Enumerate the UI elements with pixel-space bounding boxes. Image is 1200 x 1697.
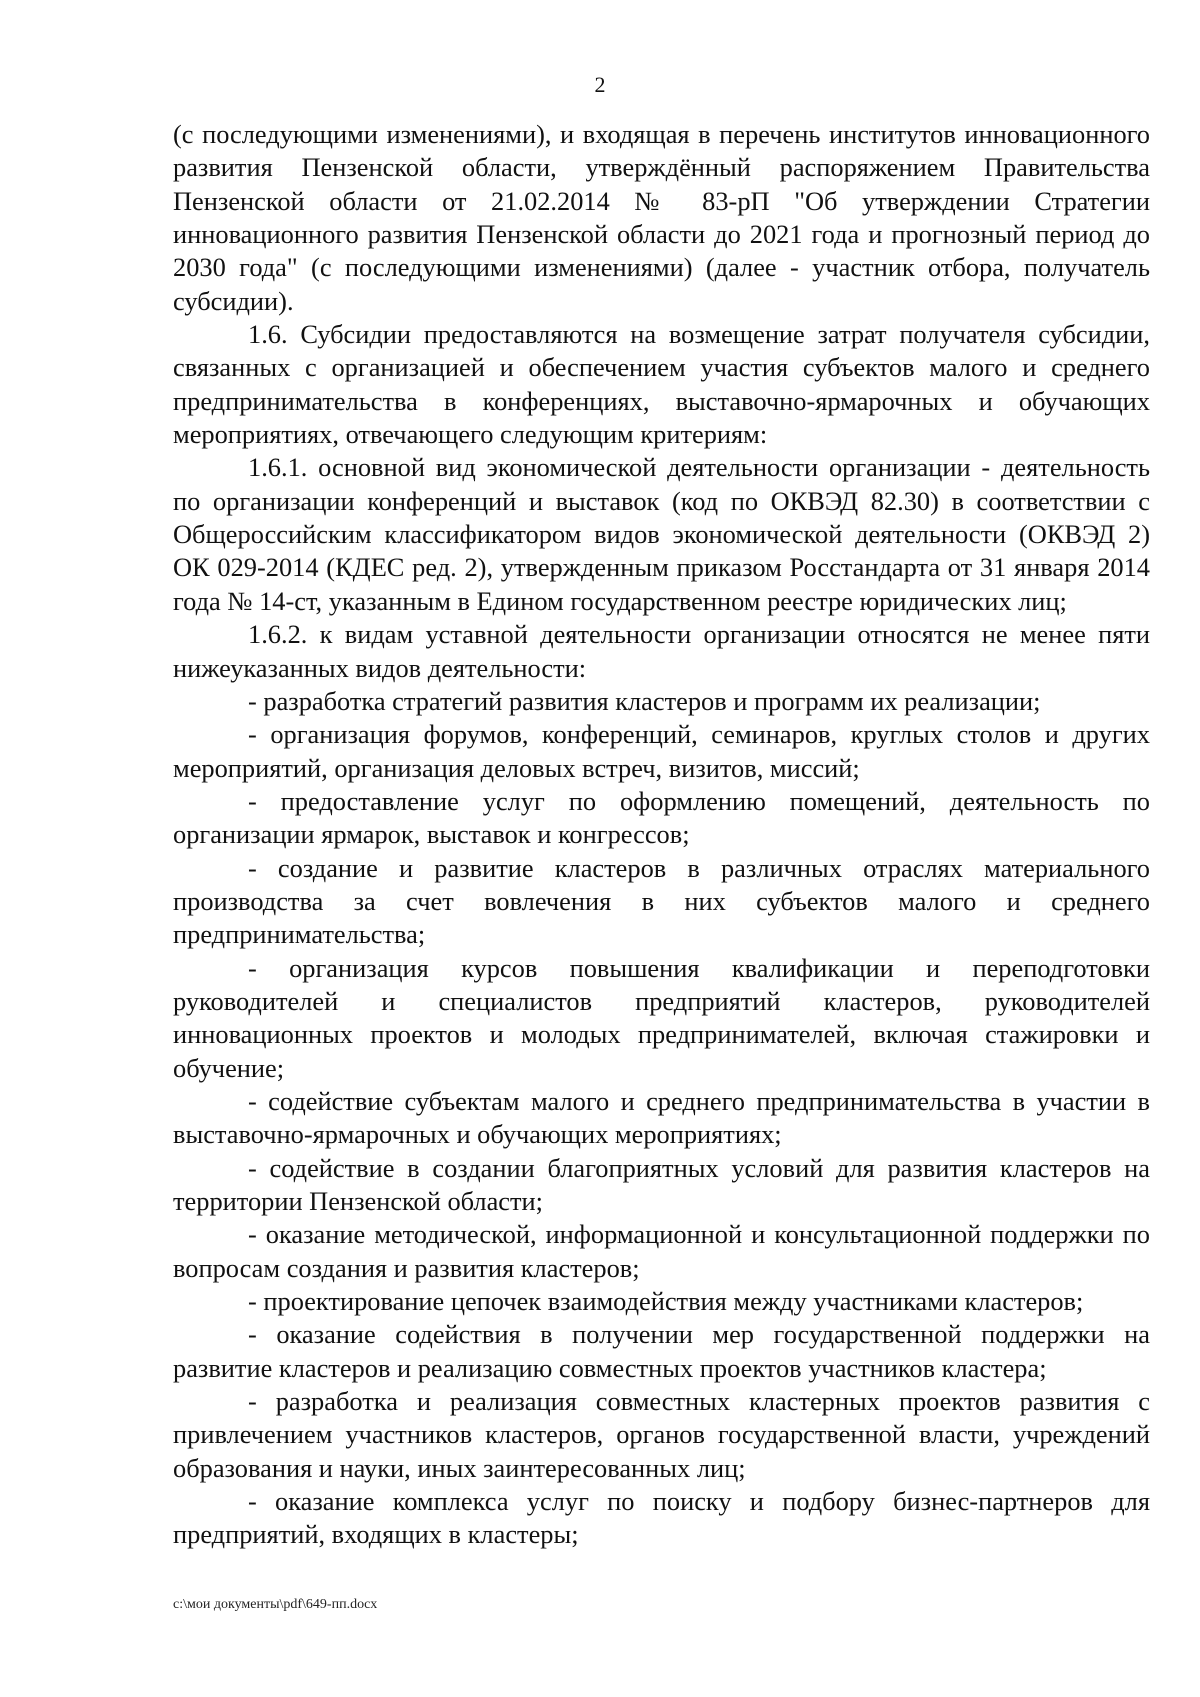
paragraph-1-6: 1.6. Субсидии предоставляются на возмещение затрат получателя субсидии, связанных с организацией и обеспечением участия субъектов малого и среднего предпринимательства в конференциях, выставочно-ярмарочных и обучающих мероприятиях, отвечающего следующим критериям: (173, 319, 1150, 450)
list-item: - предоставление услуг по оформлению помещений, деятельность по организации ярмарок, выставок и конгрессов; (173, 785, 1150, 850)
list-item: - организация курсов повышения квалификации и переподготовки руководителей и специалистов предприятий кластеров, руководителей инновационных проектов и молодых предпринимателей, включая стажировки и обучение; (173, 952, 1150, 1083)
list-item: - организация форумов, конференций, семинаров, круглых столов и других мероприятий, организация деловых встреч, визитов, миссий; (173, 719, 1150, 783)
document-body (173, 118, 1150, 1552)
page-number: 2 (594, 72, 606, 97)
paragraph-continuation: (с последующими изменениями), и входящая в перечень институтов инновационного развития Пензенской области, утверждённый распоряжением Правительства Пензенской области от 21.02.2014 № 83-рП "Об утверждении Стратегии инновационного развития Пензенской области до 2021 года и прогнозный период до 2030 года" (с последующими изменениями) (далее - участник отбора, получатель субсидии). (173, 119, 1150, 316)
list-item: - содействие субъектам малого и среднего предпринимательства в участии в выставочно-ярмарочных и обучающих мероприятиях; (173, 1085, 1150, 1150)
list-item: - разработка и реализация совместных кластерных проектов развития с привлечением участников кластеров, органов государственной власти, учреждений образования и науки, иных заинтересованных лиц; (173, 1386, 1150, 1483)
list-item: - оказание комплекса услуг по поиску и подбору бизнес-партнеров для предприятий, входящих в кластеры; (173, 1486, 1150, 1550)
paragraph-1-6-2: 1.6.2. к видам уставной деятельности организации относятся не менее пяти нижеуказанных видов деятельности: (173, 619, 1150, 683)
paragraph-1-6-1: 1.6.1. основной вид экономической деятельности организации - деятельность по организации конференций и выставок (код по ОКВЭД 82.30) в соответствии с Общероссийским классификатором видов экономической деятельности (ОКВЭД 2) ОК 029-2014 (КДЕС ред. 2), утвержденным приказом Росстандарта от 31 января 2014 года № 14-ст, указанным в Едином государственном реестре юридических лиц; (173, 452, 1150, 616)
list-item: - создание и развитие кластеров в различных отраслях материального производства за счет вовлечения в них субъектов малого и среднего предпринимательства; (173, 852, 1150, 950)
list-item: - содействие в создании благоприятных условий для развития кластеров на территории Пензенской области; (173, 1152, 1150, 1216)
list-item: - оказание методической, информационной и консультационной поддержки по вопросам создания и развития кластеров; (173, 1219, 1150, 1283)
list-item: - оказание содействия в получении мер государственной поддержки на развитие кластеров и реализацию совместных проектов участников кластера; (173, 1319, 1150, 1383)
list-item: - проектирование цепочек взаимодействия между участниками кластеров; (248, 1286, 1084, 1317)
list-item: - разработка стратегий развития кластеров и программ их реализации; (248, 685, 1041, 716)
footer-file-path: c:\мои документы\pdf\649-пп.docx (173, 1597, 378, 1612)
